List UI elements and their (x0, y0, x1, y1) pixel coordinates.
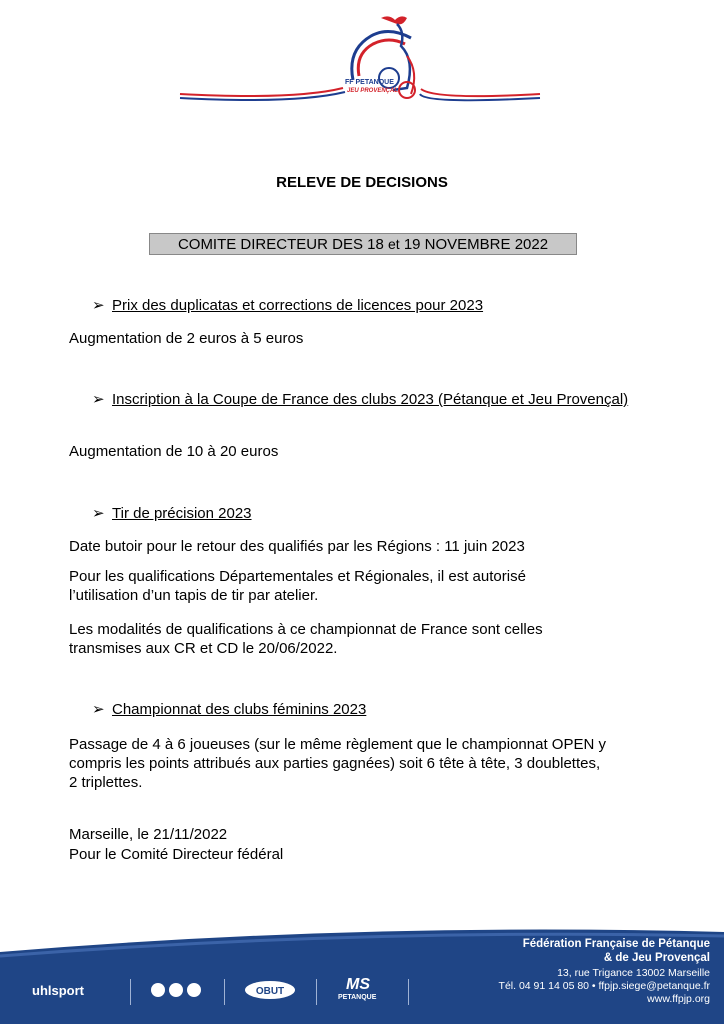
federation-name-line1: Fédération Française de Pétanque (522, 938, 710, 950)
subtitle-part3: 19 NOVEMBRE 2022 (399, 236, 549, 253)
website: www.ffpjp.org (647, 993, 710, 1005)
section-heading-4 (92, 701, 652, 719)
logo-text-line2: JEU PROVENÇAL (347, 88, 399, 94)
divider (224, 979, 225, 1005)
federation-name (523, 937, 710, 965)
heading-text: Championnat des clubs féminins 2023 (112, 701, 367, 718)
heading-text: Inscription à la Coupe de France des clubs 2023 (Pétanque et Jeu Provençal) (112, 391, 629, 408)
heading-text: Tir de précision 2023 (112, 505, 252, 522)
arrow-bullet-icon: ➢ (92, 701, 105, 718)
arrow-bullet-icon: ➢ (92, 297, 105, 314)
arrow-bullet-icon: ➢ (92, 391, 105, 408)
federation-name-line2: & de Jeu Provençal (603, 952, 710, 964)
subtitle-part2: et (387, 236, 400, 252)
divider (130, 979, 131, 1005)
signature-place-date: Marseille, le 21/11/2022 (69, 826, 228, 843)
section-paragraph: Date butoir pour le retour des qualifiés par les Régions : 11 juin 2023 (69, 538, 525, 555)
sponsor-obut-logo (244, 980, 296, 1000)
footer-band (0, 922, 724, 1024)
sponsor-ms: MS (346, 976, 370, 993)
document-title: RELEVE DE DECISIONS (276, 174, 448, 191)
section-heading-1 (92, 297, 652, 315)
section-paragraph: Augmentation de 2 euros à 5 euros (69, 330, 304, 347)
divider (316, 979, 317, 1005)
obut-text: OBUT (255, 986, 285, 997)
arrow-bullet-icon: ➢ (92, 505, 105, 522)
sponsor-uhlsport: uhlsport (32, 983, 84, 998)
address: 13, rue Trigance 13002 Marseille (557, 967, 710, 979)
logo-text-line1: FF PETANQUE (345, 79, 394, 86)
section-heading-3 (92, 505, 652, 523)
section-paragraph: Les modalités de qualifications à ce championnat de France sont celles transmises aux CR et CD le 20/06/2022. (69, 621, 543, 657)
meeting-subtitle (149, 233, 577, 255)
divider (408, 979, 409, 1005)
ffpjp-logo (175, 10, 545, 110)
section-paragraph: Passage de 4 à 6 joueuses (sur le même règlement que le championnat OPEN y compris les points attribués aux parties gagnées) soit 6 tête à tête, 3 doublettes, 2 triplettes. (69, 736, 606, 791)
sponsor-mma-logo (150, 982, 206, 998)
federation-contact (499, 967, 710, 1006)
section-paragraph: Pour les qualifications Départementales et Régionales, il est autorisé l’utilisation d’un tapis de tir par atelier. (69, 568, 526, 604)
signature-committee: Pour le Comité Directeur fédéral (69, 846, 284, 863)
section-paragraph: Augmentation de 10 à 20 euros (69, 443, 279, 460)
section-heading-2 (92, 391, 632, 409)
heading-text: Prix des duplicatas et corrections de licences pour 2023 (112, 297, 484, 314)
subtitle-part1: COMITE DIRECTEUR DES 18 (177, 236, 388, 253)
phone-email: Tél. 04 91 14 05 80 • ffpjp.siege@petanque.fr (498, 980, 710, 992)
sponsor-ms-sub: PETANQUE (338, 994, 377, 1001)
